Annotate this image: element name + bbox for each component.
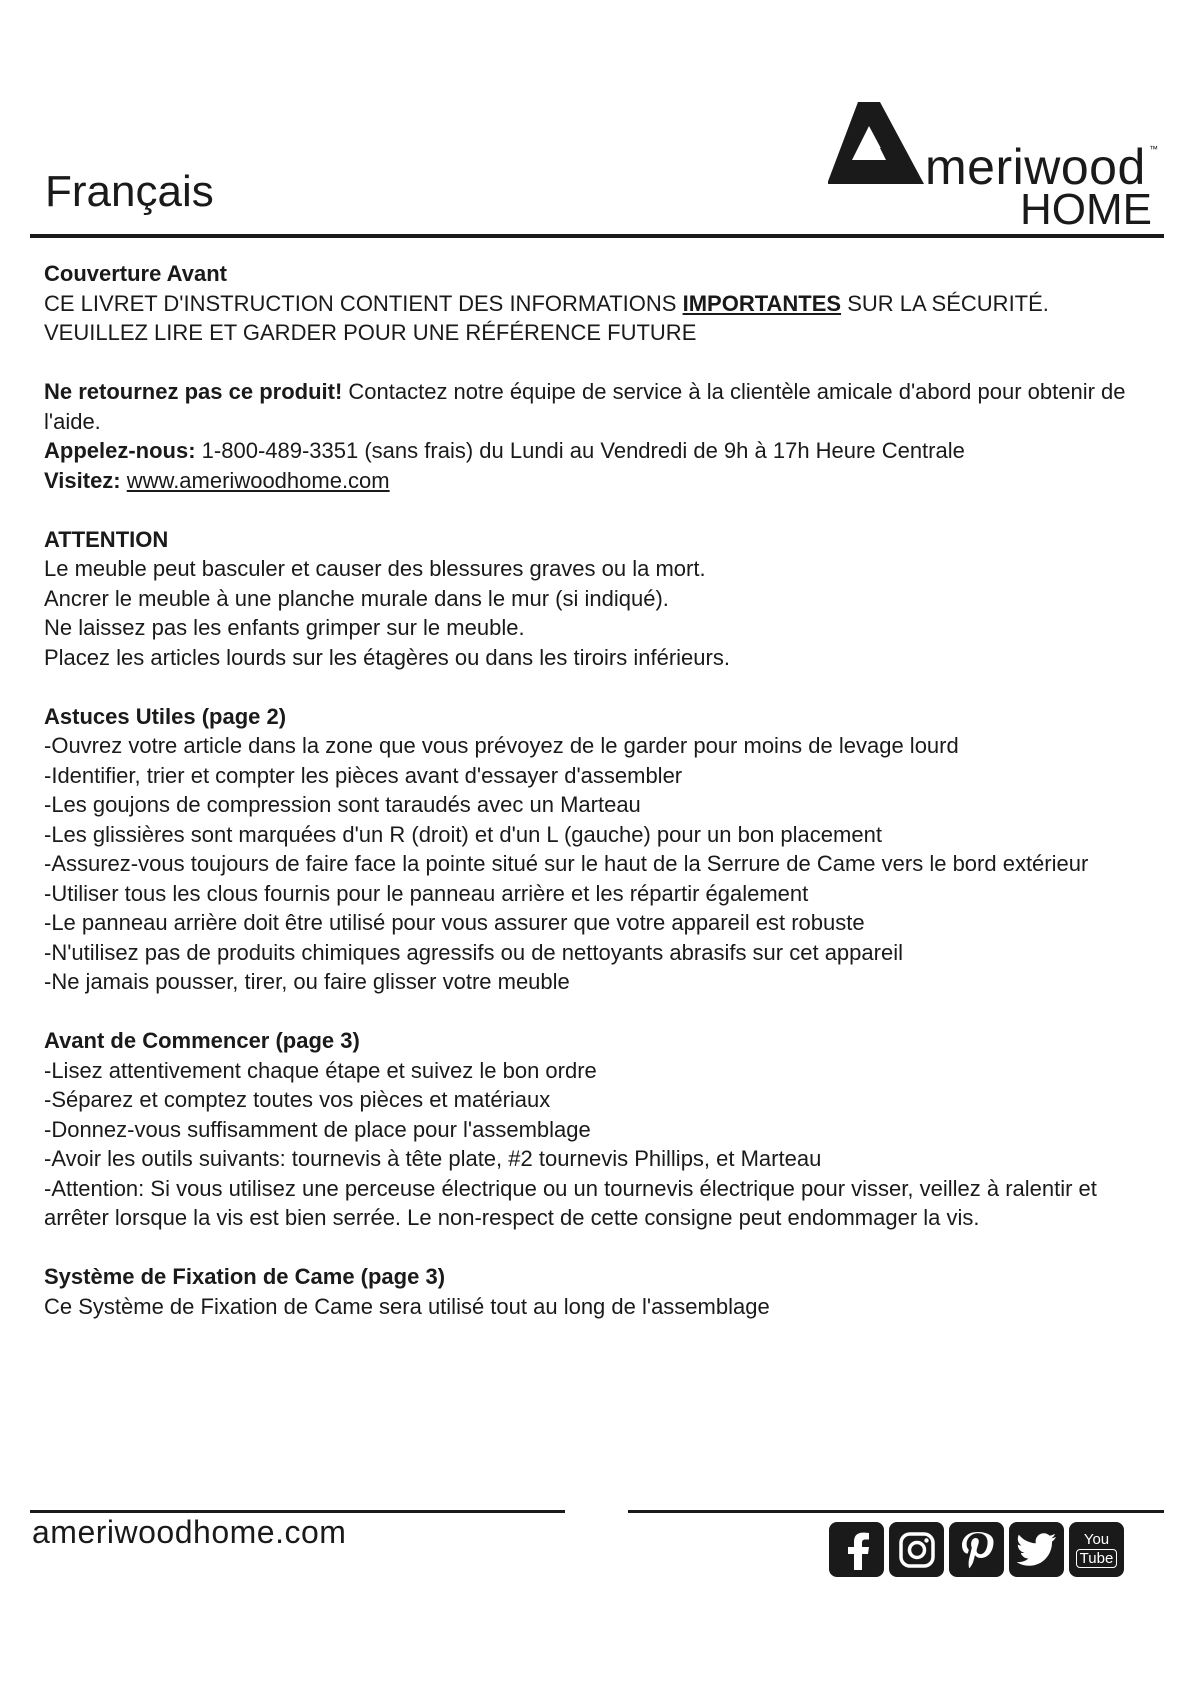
cover-notice-pre: CE LIVRET D'INSTRUCTION CONTIENT DES INFORMATIONS: [44, 290, 683, 316]
visit-us-label: Visitez:: [44, 467, 121, 493]
cover-title: Couverture Avant: [44, 261, 227, 286]
cover-notice: [44, 289, 1134, 348]
return-notice-bold: Ne retournez pas ce produit!: [44, 379, 343, 404]
facebook-icon[interactable]: [829, 1522, 884, 1577]
ameriwood-a-logo-mark: [828, 102, 924, 184]
tip-item: -Utiliser tous les clous fournis pour le panneau arrière et les répartir également: [44, 880, 809, 906]
cover-notice-post: SUR LA SÉCURITÉ. VEUILLEZ LIRE ET GARDER POUR UNE RÉFÉRENCE FUTURE: [44, 290, 1049, 345]
before-start-title: Avant de Commencer (page 3): [44, 1028, 360, 1053]
header-divider: [30, 234, 1164, 238]
tip-item: -Ouvrez votre article dans la zone que vous prévoyez de le garder pour moins de levage lourd: [44, 733, 959, 758]
before-start-item: -Attention: Si vous utilisez une perceuse électrique ou un tournevis électrique pour visser, veillez à ralentir et arrêter lorsque la vis est bien serrée. Le non-respect de cette consigne peut endommager la vis.: [44, 1175, 1097, 1230]
tip-item: -Assurez-vous toujours de faire face la pointe situé sur le haut de la Serrure de Came vers le bord extérieur: [44, 851, 1089, 876]
cam-lock-section: [44, 1262, 1134, 1321]
attention-line: Le meuble peut basculer et causer des blessures graves ou la mort.: [44, 556, 706, 581]
call-us: [44, 436, 1134, 466]
pinterest-icon[interactable]: [949, 1522, 1004, 1577]
trademark-symbol: ™: [1149, 144, 1158, 154]
before-start-item: -Séparez et comptez toutes vos pièces et matériaux: [44, 1087, 551, 1112]
attention-line: Placez les articles lourds sur les étagères ou dans les tiroirs inférieurs.: [44, 644, 730, 670]
instagram-icon[interactable]: [889, 1522, 944, 1577]
tip-item: -Ne jamais pousser, tirer, ou faire glisser votre meuble: [44, 969, 570, 994]
footer-divider-left: [30, 1510, 565, 1513]
twitter-icon[interactable]: [1009, 1522, 1064, 1577]
attention-line: Ne laissez pas les enfants grimper sur le meuble.: [44, 615, 525, 640]
cam-lock-text: Ce Système de Fixation de Came sera utilisé tout au long de l'assemblage: [44, 1293, 770, 1319]
tip-item: -Les goujons de compression sont taraudés avec un Marteau: [44, 792, 641, 817]
tips-title: Astuces Utiles (page 2): [44, 703, 287, 729]
attention-line: Ancrer le meuble à une planche murale dans le mur (si indiqué).: [44, 585, 669, 611]
tip-item: -Les glissières sont marquées d'un R (droit) et d'un L (gauche) pour un bon placement: [44, 821, 882, 847]
ameriwood-home-logo: [828, 98, 1158, 234]
before-start-section: [44, 1026, 1134, 1233]
tip-item: -Le panneau arrière doit être utilisé pour vous assurer que votre appareil est robuste: [44, 910, 865, 935]
brand-name: meriwood: [925, 139, 1146, 195]
before-start-item: -Donnez-vous suffisamment de place pour l'assemblage: [44, 1116, 591, 1142]
return-notice: [44, 377, 1134, 436]
instruction-content: [44, 259, 1134, 1351]
contact-section: [44, 377, 1134, 495]
before-start-item: -Avoir les outils suivants: tournevis à tête plate, #2 tournevis Phillips, et Marteau: [44, 1146, 822, 1171]
call-us-label: Appelez-nous:: [44, 438, 196, 463]
tips-section: [44, 702, 1134, 997]
call-us-text: 1-800-489-3351 (sans frais) du Lundi au Vendredi de 9h à 17h Heure Centrale: [195, 438, 965, 463]
youtube-tube: Tube: [1076, 1549, 1118, 1568]
return-notice-text: Contactez notre équipe de service à la clientèle amicale d'abord pour obtenir de l'aide.: [44, 379, 1126, 434]
brand-subtitle: HOME: [1020, 185, 1152, 234]
youtube-you: You: [1083, 1531, 1110, 1548]
youtube-icon[interactable]: [1069, 1522, 1124, 1577]
cover-section: [44, 259, 1134, 348]
tip-item: -Identifier, trier et compter les pièces avant d'essayer d'assembler: [44, 762, 683, 788]
visit-us: [44, 466, 1134, 496]
tip-item: -N'utilisez pas de produits chimiques agressifs ou de nettoyants abrasifs sur cet appareil: [44, 939, 903, 965]
before-start-item: -Lisez attentivement chaque étape et suivez le bon ordre: [44, 1057, 597, 1083]
footer-website[interactable]: ameriwoodhome.com: [32, 1514, 347, 1550]
attention-section: [44, 525, 1134, 673]
page-title-language: Français: [45, 167, 214, 216]
website-link[interactable]: www.ameriwoodhome.com: [126, 467, 390, 493]
footer-divider-right: [628, 1510, 1164, 1513]
youtube-wordmark: [1076, 1531, 1118, 1568]
attention-title: ATTENTION: [44, 526, 169, 552]
cover-notice-emphasis: IMPORTANTES: [682, 290, 842, 316]
cam-lock-title: Système de Fixation de Came (page 3): [44, 1264, 446, 1289]
